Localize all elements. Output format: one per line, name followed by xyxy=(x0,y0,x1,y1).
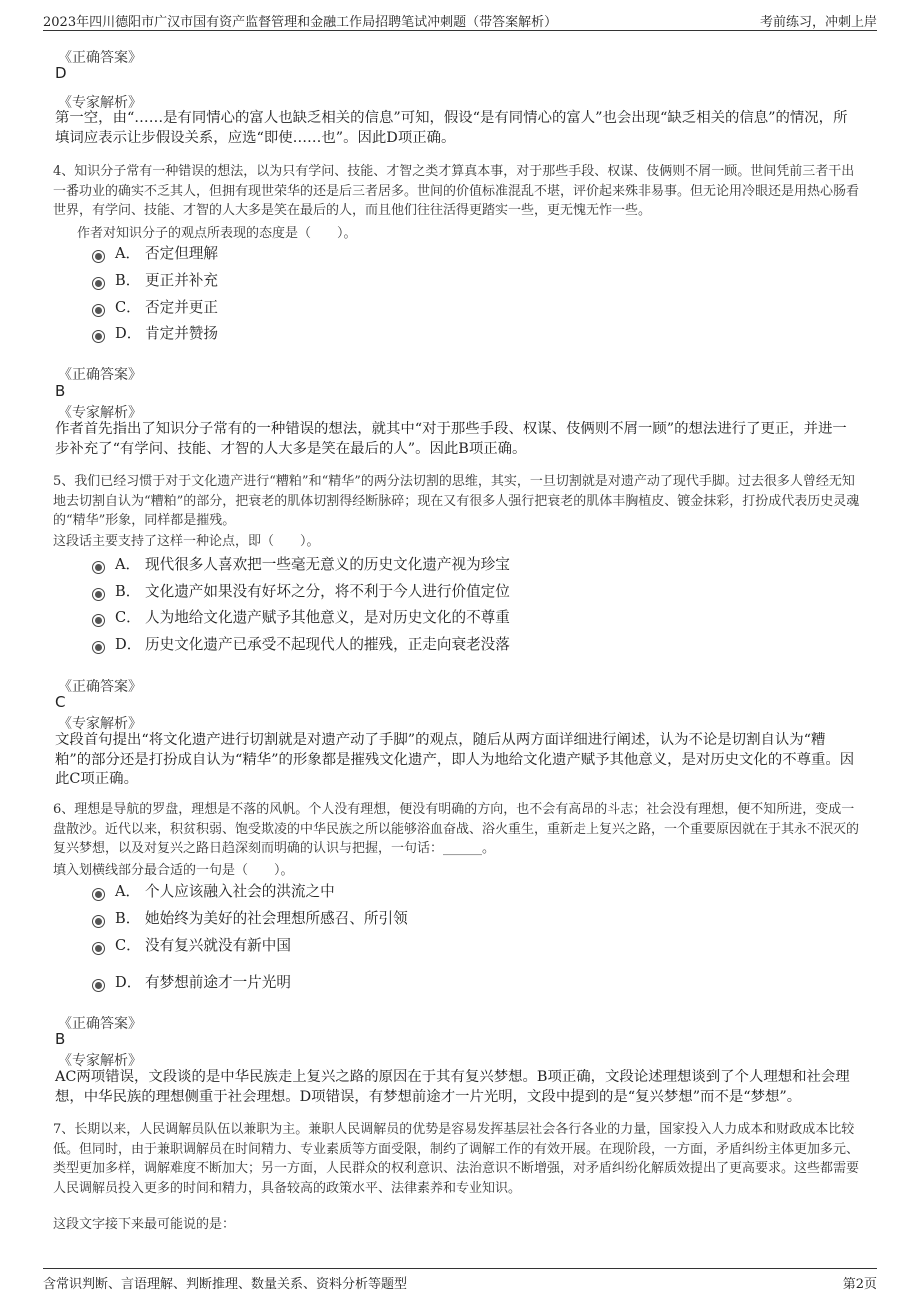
radio-icon[interactable] xyxy=(92,641,105,654)
q4-option-c[interactable]: C． 否定并更正 xyxy=(92,296,218,317)
footer-categories: 含常识判断、言语理解、判断推理、数量关系、资料分析等题型 xyxy=(43,1277,408,1292)
q4-option-a[interactable]: A． 否定但理解 xyxy=(92,242,218,263)
q6-prompt: 填入划横线部分最合适的一句是（ ）。 xyxy=(53,863,294,878)
page-header xyxy=(43,8,877,31)
q6-analysis: AC两项错误，文段谈的是中华民族走上复兴之路的原因在于其有复兴梦想。B项正确，文段论述理想谈到了个人理想和社会理想，中华民族的理想侧重于社会理想。D项错误，有梦想前途才一片光明，文段中提到的是“复兴梦想”而不是“梦想”。 xyxy=(55,1069,850,1105)
expert-analysis-label: 《专家解析》 xyxy=(58,405,142,421)
radio-icon[interactable] xyxy=(92,942,105,955)
q4-answer: B xyxy=(55,382,66,400)
q4-analysis: 作者首先指出了知识分子常有的一种错误的想法，就其中“对于那些手段、权谋、伎俩则不屑一顾”的想法进行了更正，并进一步补充了“有学问、技能、才智的人大多是笑在最后的人”。因此B项正确。 xyxy=(55,421,847,457)
radio-icon[interactable] xyxy=(92,277,105,290)
q3-answer: D xyxy=(55,64,67,82)
q6-option-a[interactable]: A． 个人应该融入社会的洪流之中 xyxy=(92,880,335,901)
correct-answer-label: 《正确答案》 xyxy=(58,679,142,695)
expert-analysis-label: 《专家解析》 xyxy=(58,1053,142,1069)
expert-analysis-label: 《专家解析》 xyxy=(58,716,142,732)
radio-icon[interactable] xyxy=(92,330,105,343)
radio-icon[interactable] xyxy=(92,979,105,992)
radio-icon[interactable] xyxy=(92,250,105,263)
q5-answer: C xyxy=(55,693,66,711)
document-title: 2023年四川德阳市广汉市国有资产监督管理和金融工作局招聘笔试冲刺题（带答案解析） xyxy=(43,15,558,30)
q5-stem: 5、我们已经习惯于对于文化遗产进行“糟粕”和“精华”的两分法切割的思维，其实，一旦切割就是对遗产动了现代手脚。过去很多人曾经无知地去切割自认为“糟粕”的部分，把衰老的肌体切割得经断脉碎；现在又有很多人强行把衰老的肌体丰胸植皮、镀金抹彩，打扮成代表历史灵魂的“精华”形象，同样都是摧残。 xyxy=(53,474,860,528)
q5-option-d[interactable]: D． 历史文化遗产已承受不起现代人的摧残，正走向衰老没落 xyxy=(92,633,510,654)
q4-stem: 4、知识分子常有一种错误的想法，以为只有学问、技能、才智之类才算真本事，对于那些手段、权谋、伎俩则不屑一顾。世间凭前三者干出一番功业的确实不乏其人，但拥有现世荣华的还是后三者居多。世间的价值标准混乱不堪，评价起来殊非易事。但无论用冷眼还是用热心肠看世界，有学问、技能、才智的人大多是笑在最后的人，而且他们往往活得更踏实一些，更无愧无怍一些。 xyxy=(53,164,860,218)
q6-answer: B xyxy=(55,1030,66,1048)
correct-answer-label: 《正确答案》 xyxy=(58,50,142,66)
q5-option-a[interactable]: A． 现代很多人喜欢把一些毫无意义的历史文化遗产视为珍宝 xyxy=(92,553,510,574)
q6-option-b[interactable]: B． 她始终为美好的社会理想所感召、所引领 xyxy=(92,907,408,928)
q7-stem: 7、长期以来，人民调解员队伍以兼职为主。兼职人民调解员的优势是容易发挥基层社会各行各业的力量，国家投入人力成本和财政成本比较低。但同时，由于兼职调解员在时间精力、专业素质等方面受限，制约了调解工作的有效开展。在现阶段，一方面，矛盾纠纷主体更加多元、类型更加多样，调解难度不断加大；另一方面，人民群众的权利意识、法治意识不断增强，对矛盾纠纷化解质效提出了更高要求。这些都需要人民调解员投入更多的时间和精力，具备较高的政策水平、法律素养和专业知识。 xyxy=(53,1122,860,1196)
header-slogan: 考前练习，冲刺上岸 xyxy=(759,15,877,30)
correct-answer-label: 《正确答案》 xyxy=(58,1016,142,1032)
correct-answer-label: 《正确答案》 xyxy=(58,367,142,383)
radio-icon[interactable] xyxy=(92,614,105,627)
q3-analysis: 第一空，由“……是有同情心的富人也缺乏相关的信息”可知，假设“是有同情心的富人”也会出现“缺乏相关的信息”的情况，所填词应表示让步假设关系，应选“即使……也”。因此D项正确。 xyxy=(55,110,848,146)
radio-icon[interactable] xyxy=(92,588,105,601)
q5-analysis: 文段首句提出“将文化遗产进行切割就是对遗产动了手脚”的观点，随后从两方面详细进行阐述，认为不论是切割自认为“糟粕”的部分还是打扮成自认为“精华”的形象都是摧残文化遗产，即人为地给文化遗产赋予其他意义，是对历史文化的不尊重。因此C项正确。 xyxy=(55,732,855,787)
q6-option-c[interactable]: C． 没有复兴就没有新中国 xyxy=(92,934,291,955)
q6-stem: 6、理想是导航的罗盘，理想是不落的风帆。个人没有理想，便没有明确的方向，也不会有高昂的斗志；社会没有理想，便不知所进，变成一盘散沙。近代以来，积贫积弱、饱受欺凌的中华民族之所以能够浴血奋战、浴火重生，重新走上复兴之路，一个重要原因就在于其永不泯灭的复兴梦想，以及对复兴之路日趋深刻而明确的认识与把握，一句话：______。 xyxy=(53,802,860,856)
radio-icon[interactable] xyxy=(92,888,105,901)
radio-icon[interactable] xyxy=(92,561,105,574)
page-footer xyxy=(43,1268,877,1295)
q4-option-b[interactable]: B． 更正并补充 xyxy=(92,269,218,290)
q5-option-b[interactable]: B． 文化遗产如果没有好坏之分，将不利于今人进行价值定位 xyxy=(92,580,510,601)
radio-icon[interactable] xyxy=(92,915,105,928)
q5-prompt: 这段话主要支持了这样一种论点，即（ ）。 xyxy=(53,534,320,549)
page-number: 第2页 xyxy=(842,1277,877,1292)
expert-analysis-label: 《专家解析》 xyxy=(58,95,142,111)
q4-option-d[interactable]: D． 肯定并赞扬 xyxy=(92,322,218,343)
q7-prompt: 这段文字接下来最可能说的是： xyxy=(53,1217,236,1232)
q4-prompt: 作者对知识分子的观点所表现的态度是（ ）。 xyxy=(77,226,357,241)
radio-icon[interactable] xyxy=(92,304,105,317)
q6-option-d[interactable]: D． 有梦想前途才一片光明 xyxy=(92,971,291,992)
q5-option-c[interactable]: C． 人为地给文化遗产赋予其他意义，是对历史文化的不尊重 xyxy=(92,606,510,627)
